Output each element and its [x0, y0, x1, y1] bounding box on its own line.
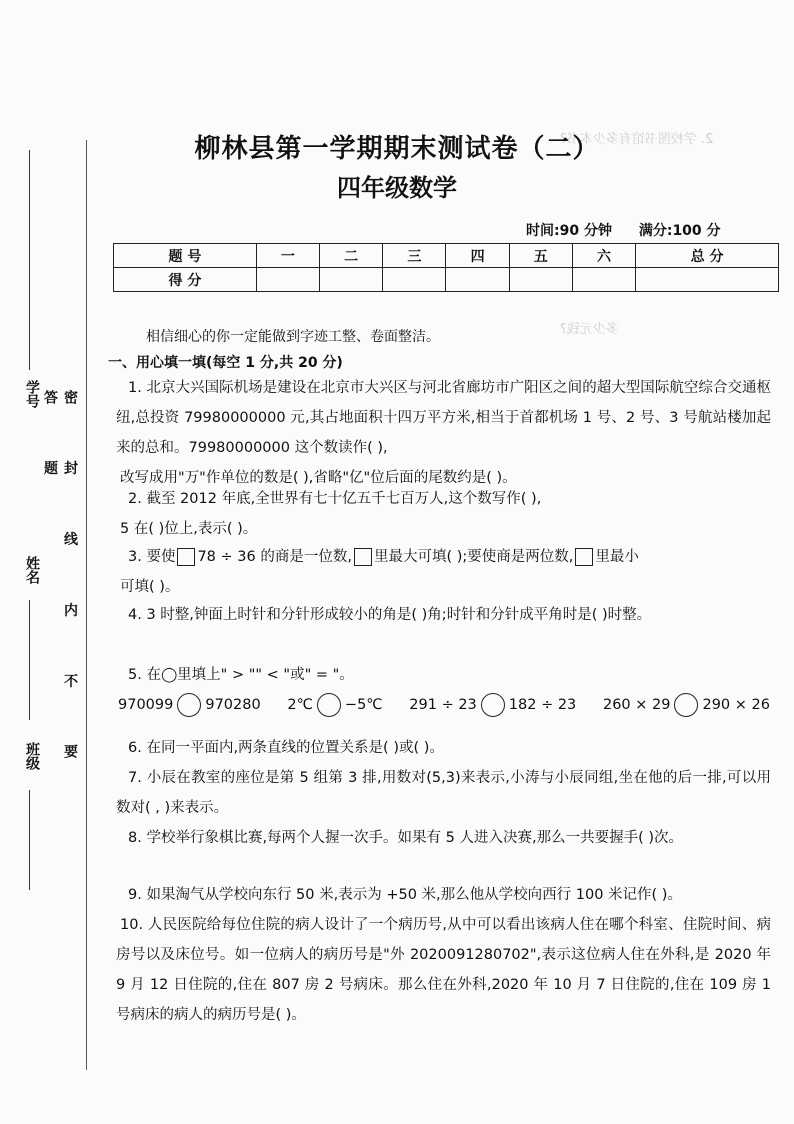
- binding-line: [86, 140, 87, 1070]
- score-header-cell: 一: [256, 244, 319, 268]
- question-6-text: 6. 在同一平面内,两条直线的位置关系是( )或( )。: [128, 740, 444, 756]
- question-1: [116, 373, 771, 493]
- question-4-text: 4. 3 时整,钟面上时针和分针形成较小的角是( )角;时针和分针成平角时是( )时整。: [128, 607, 652, 623]
- compare-circle[interactable]: [177, 693, 201, 717]
- score-header-cell: 总 分: [636, 244, 779, 268]
- comparison-row: [116, 690, 770, 720]
- question-4: [116, 600, 771, 630]
- score-cell[interactable]: [320, 268, 383, 292]
- bleed-through-text: 2. 学校图书馆有多少本书?: [560, 132, 714, 147]
- question-1-text-2: 改写成用"万"作单位的数是( ),省略"亿"位后面的尾数约是( )。: [120, 470, 517, 486]
- question-7: [116, 763, 771, 823]
- question-3-text-2: 可填( )。: [120, 579, 180, 595]
- question-7-text: 7. 小辰在教室的座位是第 5 组第 3 排,用数对(5,3)来表示,小涛与小辰同组,坐在他的后一排,可以用数对( , )来表示。: [116, 770, 771, 816]
- instruction-note: 相信细心的你一定能做到字迹工整、卷面整洁。: [146, 329, 440, 345]
- question-9: [116, 880, 771, 910]
- time-limit: 时间:90 分钟: [526, 223, 612, 239]
- compare-circle[interactable]: [317, 693, 341, 717]
- seal-warning-text: 密 封 线 内 不 要 答 题: [42, 390, 78, 785]
- compare-circle[interactable]: [674, 693, 698, 717]
- score-table-header-row: [114, 244, 779, 268]
- score-table: [113, 243, 779, 292]
- question-3-text: 78 ÷ 36 的商是一位数,: [197, 549, 352, 565]
- question-3-text: 里最小: [595, 549, 639, 565]
- blank-box[interactable]: [575, 548, 593, 566]
- compare-right: 970280: [205, 697, 261, 713]
- question-3-line-1: [116, 542, 771, 572]
- exam-subtitle: 四年级数学: [337, 174, 457, 202]
- exam-title: 柳林县第一学期期末测试卷（二）: [194, 134, 600, 164]
- score-row-label: 得 分: [114, 268, 257, 292]
- compare-left: 2℃: [287, 697, 313, 713]
- question-3: [116, 542, 771, 602]
- blank-box[interactable]: [354, 548, 372, 566]
- compare-circle[interactable]: [481, 693, 505, 717]
- section-heading: 一、用心填一填(每空 1 分,共 20 分): [108, 355, 343, 371]
- score-cell[interactable]: [383, 268, 446, 292]
- question-9-text: 9. 如果淘气从学校向东行 50 米,表示为 +50 米,那么他从学校向西行 100 米记作( )。: [128, 887, 682, 903]
- score-table-score-row: [114, 268, 779, 292]
- class-label: 班级: [24, 742, 40, 770]
- score-cell[interactable]: [509, 268, 572, 292]
- student-id-label: 学号: [24, 380, 40, 408]
- score-header-cell: 二: [320, 244, 383, 268]
- score-header-cell: 三: [383, 244, 446, 268]
- question-2: [116, 484, 771, 544]
- question-10-text: 10. 人民医院给每位住院的病人设计了一个病历号,从中可以看出该病人住在哪个科室、住院时间、病房号以及床位号。如一位病人的病历号是"外 2020091280702",表示这位病人住在外科,是 2020 年 9 月 12 日住院的,住在 807 房 2 号病床。那么住在外科,2020 年 10 月 7 日住院的,住在 109 房 1 号病床的病人的病历号是( )。: [116, 917, 771, 1023]
- compare-left: 291 ÷ 23: [409, 697, 477, 713]
- question-2-text-2: 5 在( )位上,表示( )。: [120, 521, 258, 537]
- exam-meta: [526, 220, 743, 240]
- name-line: [29, 600, 30, 720]
- compare-right: 182 ÷ 23: [508, 697, 577, 713]
- question-1-text: 1. 北京大兴国际机场是建设在北京市大兴区与河北省廊坊市广阳区之间的超大型国际航空综合交通枢纽,总投资 79980000000 元,其占地面积十四万平方米,相当于首都机场 1 号、2 号、3 号航站楼加起来的总和。79980000000 这个数读作( ),: [116, 380, 771, 456]
- compare-right: 290 × 26: [702, 697, 770, 713]
- question-10: [116, 910, 771, 1030]
- score-header-cell: 四: [446, 244, 509, 268]
- name-label: 姓名: [24, 556, 40, 584]
- bleed-through-text: 多少元钱?: [560, 322, 619, 337]
- score-header-cell: 五: [509, 244, 572, 268]
- question-5-text: 5. 在◯里填上" > "" < "或" = "。: [128, 667, 354, 683]
- question-2-text: 2. 截至 2012 年底,全世界有七十亿五千七百万人,这个数写作( ),: [128, 491, 542, 507]
- score-header-cell: 题 号: [114, 244, 257, 268]
- score-cell[interactable]: [446, 268, 509, 292]
- full-score: 满分:100 分: [638, 223, 721, 239]
- score-cell[interactable]: [572, 268, 635, 292]
- question-3-text: 3. 要使: [128, 549, 176, 565]
- score-header-cell: 六: [572, 244, 635, 268]
- question-6: [116, 733, 771, 763]
- score-cell[interactable]: [636, 268, 779, 292]
- compare-right: −5℃: [344, 697, 383, 713]
- compare-left: 260 × 29: [602, 697, 671, 713]
- question-3-text: 里最大可填( );要使商是两位数,: [373, 549, 574, 565]
- question-8: [116, 823, 771, 853]
- compare-left: 970099: [118, 697, 174, 713]
- blank-box[interactable]: [177, 548, 195, 566]
- question-8-text: 8. 学校举行象棋比赛,每两个人握一次手。如果有 5 人进入决赛,那么一共要握手( )次。: [128, 830, 684, 846]
- class-line: [29, 790, 30, 890]
- question-5: [116, 660, 771, 720]
- score-cell[interactable]: [256, 268, 319, 292]
